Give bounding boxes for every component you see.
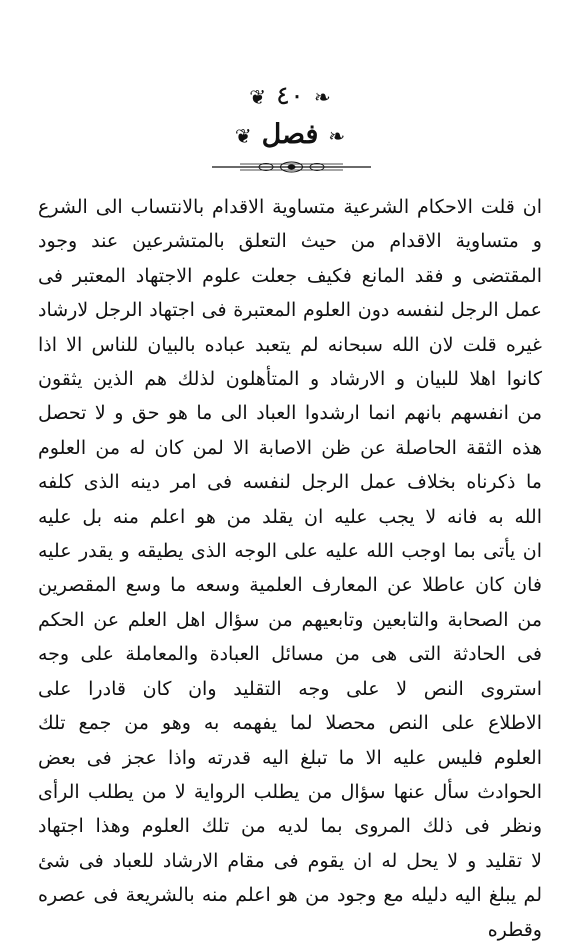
text-line: غيره قلت لان الله سبحانه لم يتعبد عباده بالبيان للناس الا اذا [38,333,542,356]
section-title: فصل [261,119,319,150]
text-line: ما ذكرناه بخلاف عمل الرجل لنفسه فى امر دينه الذى كلفه [38,471,542,494]
text-line: فان كان عاطلا عن المعارف العلمية وسعه ما وسع المقصرين [38,574,542,597]
text-line: ونظر فى ذلك المروى بما لديه من تلك العلوم وهذا اجتهاد [38,815,542,838]
text-line: من انفسهم بانهم انما ارشدوا العباد الى ما هو حق و لا تحصل [38,402,542,425]
text-line: ان قلت الاحكام الشرعية متساوية الاقدام بالانتساب الى الشرع [38,196,542,218]
text-line: لا تقليد و لا يحل له ان يقوم فى مقام الارشاد للعباد فى شئ [38,849,542,872]
page-number-header [0,80,580,113]
text-line: وقطره [487,918,542,941]
text-line: ان يأتى بما اوجب الله عليه على الوجه الذى يطيقه و يقدر عليه [38,540,542,563]
text-line: من الصحابة والتابعين وتابعيهم من سؤال اهل العلم عن الحكم [38,608,542,631]
page-number: ٤٠ [276,81,304,111]
text-line: فى الحادثة التى هى من مسائل العبادة والمعاملة على وجه [38,643,542,666]
ornament-icon: ❦ [234,123,252,148]
decorative-rule [210,159,373,175]
text-line: الاطلاع على النص محصلا لما يفهمه به وهو من جمع تلك [38,712,542,735]
text-line: الله به فانه لا يجب عليه ان يقلد من هو اعلم منه بل عليه [38,505,542,528]
text-line: كانوا اهلا للبيان و الارشاد و المتأهلون لذلك هم الذين يثقون [38,368,542,391]
text-line: عمل الرجل لنفسه دون العلوم المعتبرة فى اجتهاد الرجل لارشاد [38,299,542,322]
text-line: هذه الثقة الحاصلة عن ظن الاصابة الا لمن كان له من العلوم [38,436,542,459]
ornament-icon: ❧ [313,85,331,109]
text-line: المقتضى و فقد المانع فكيف جعلت علوم الاجتهاد المعتبر فى [38,264,542,287]
text-line: العلوم فليس عليه الا ما تبلغ اليه قدرته واذا عجز فى بعض [38,746,542,769]
text-line: استروى النص لا على وجه التقليد وان كان قادرا على [38,677,542,700]
ornament-icon: ❦ [249,85,267,109]
text-line: لم يبلغ اليه دليله مع وجود من هو اعلم منه بالشريعة فى عصره [38,884,542,907]
body-text [38,190,542,947]
text-line: الحوادث سأل عنها سؤال من يطلب الرواية لا من يطلب الرأى [38,780,542,803]
section-heading [0,118,580,153]
ornament-icon: ❧ [328,123,346,148]
text-line: و متساوية الاقدام من حيث التعلق بالمتشرعين عند وجود [38,230,542,253]
